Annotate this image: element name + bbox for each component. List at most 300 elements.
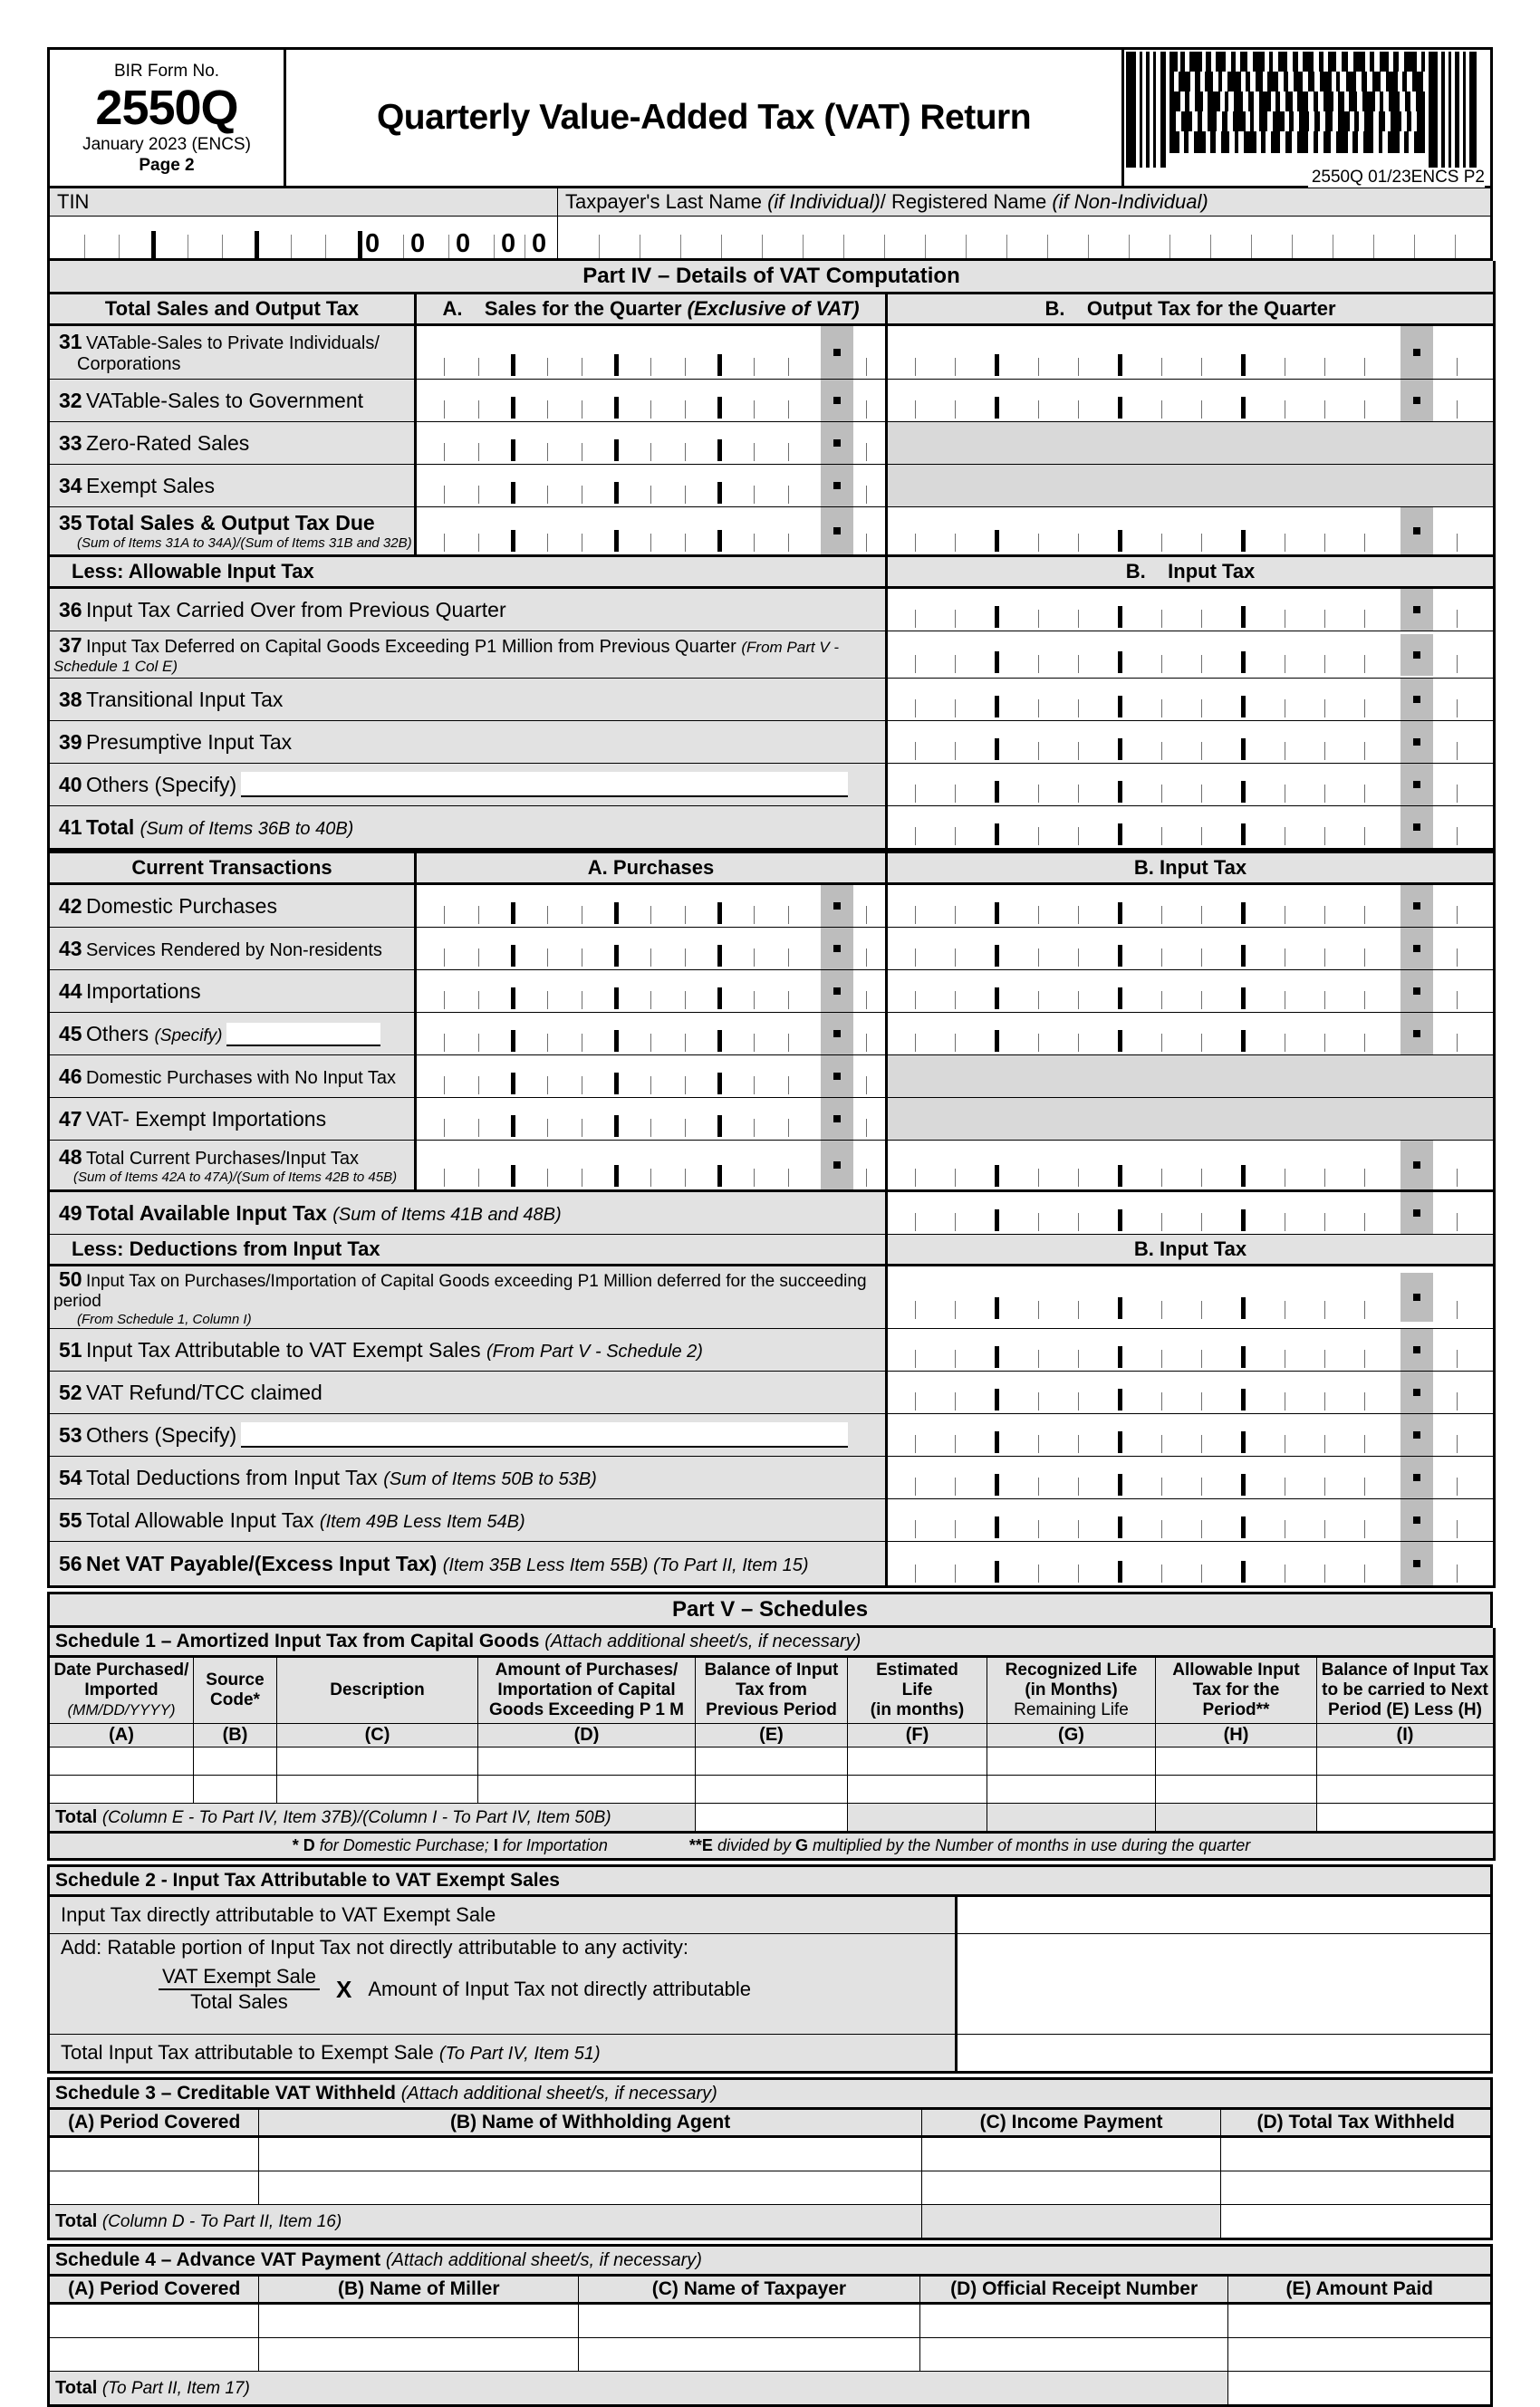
schedule2-value1-cell[interactable]: [956, 1896, 1491, 1934]
schedule1-r2-d[interactable]: [478, 1776, 696, 1804]
row54-label: [50, 1464, 885, 1492]
schedule1-total-e[interactable]: [696, 1804, 848, 1833]
row52-number: 52: [59, 1380, 82, 1404]
row31-number: 31: [59, 330, 82, 353]
row31-col-b-cell[interactable]: [887, 325, 1495, 380]
schedule1-r1-d[interactable]: [478, 1747, 696, 1776]
row50-text: Input Tax on Purchases/Importation of Capital Goods exceeding P1 Million deferred for the succeeding period: [53, 1272, 867, 1311]
row42-purchases-input[interactable]: [417, 885, 885, 927]
row46-text: Domestic Purchases with No Input Tax: [86, 1067, 397, 1088]
row40-input-tax-input[interactable]: [888, 764, 1493, 805]
table-row: [49, 507, 1495, 556]
col-a-text-italic: (Exclusive of VAT): [687, 297, 860, 320]
table-row: [49, 1934, 1492, 2035]
row44-col-a-cell[interactable]: [416, 970, 887, 1013]
part4-sales-group-header: [49, 294, 416, 325]
schedule3-r2-a[interactable]: [49, 2171, 259, 2205]
row40-label-cell: [49, 764, 887, 806]
row56-number: 56: [59, 1551, 82, 1575]
row32-text: VATable-Sales to Government: [86, 388, 364, 412]
row43-col-b-cell[interactable]: [887, 928, 1495, 970]
row45-specify-input[interactable]: [226, 1023, 380, 1046]
row33-col-a-cell[interactable]: [416, 422, 887, 465]
table-row: [49, 2137, 1492, 2171]
col-b-line2: Code*: [210, 1690, 260, 1709]
row48-col-b-cell[interactable]: [887, 1141, 1495, 1191]
taxpayer-name-comb-input[interactable]: [558, 217, 1490, 258]
row56-label: [50, 1550, 885, 1578]
current-col-b-label: B. Input Tax: [1133, 856, 1247, 879]
row40-number: 40: [59, 773, 82, 796]
row38-label: [50, 686, 885, 714]
form-header: [47, 47, 1493, 188]
row39-col-b-cell[interactable]: [887, 721, 1495, 764]
schedule3-col-d-header: (D) Total Tax Withheld: [1221, 2109, 1492, 2137]
schedule1-total-g: [987, 1804, 1156, 1833]
row37-note: (From Part V - Schedule 1 Col E): [53, 639, 840, 675]
row34-col-b-shaded: [887, 465, 1495, 507]
schedule4-total-text: Total: [55, 2377, 102, 2398]
current-group-label: Current Transactions: [131, 856, 332, 879]
row48-col-a-cell[interactable]: [416, 1141, 887, 1191]
schedule1-r2-g[interactable]: [987, 1776, 1156, 1804]
row37-input-tax-input[interactable]: [888, 634, 1493, 676]
schedule3-r1-b[interactable]: [259, 2137, 921, 2171]
table-row: [49, 970, 1495, 1013]
schedule1-heading: [50, 1628, 1493, 1655]
row42-label-cell: [49, 884, 416, 928]
row41-label: [50, 814, 885, 842]
schedule4-heading-cell: [49, 2246, 1492, 2276]
schedule4-r2-a[interactable]: [49, 2338, 259, 2372]
row40-label: [50, 770, 885, 799]
form-number-block: [49, 49, 285, 188]
row37-label: [50, 631, 885, 678]
identification-band: [47, 188, 1493, 261]
schedule1-letter-i: (I): [1317, 1724, 1495, 1747]
row55-label: [50, 1507, 885, 1535]
row38-input-tax-input[interactable]: [888, 679, 1493, 720]
schedule3-r1-a[interactable]: [49, 2137, 259, 2171]
schedule1-heading-cell: [49, 1628, 1495, 1657]
row36-label-cell: [49, 588, 887, 631]
part4-col-b-header: [887, 294, 1495, 325]
footnote-left-text: for Domestic Purchase;: [314, 1836, 494, 1854]
schedule1-col-a-header: [49, 1657, 194, 1724]
table-row: [49, 1013, 1495, 1055]
schedule1-r1-i[interactable]: [1317, 1747, 1495, 1776]
table-row: [49, 465, 1495, 507]
row43-label-cell: [49, 928, 416, 970]
row47-text: VAT- Exempt Importations: [86, 1106, 327, 1131]
row49-input-tax-input[interactable]: [888, 1192, 1493, 1234]
row55-text: Total Allowable Input Tax: [86, 1507, 320, 1532]
row49-col-b-cell[interactable]: [887, 1191, 1495, 1235]
row53-number: 53: [59, 1423, 82, 1447]
row31-text2: Corporations: [77, 354, 181, 374]
schedule3-col-b-header: (B) Name of Withholding Agent: [259, 2109, 921, 2137]
schedule1-col-e-header: [696, 1657, 848, 1724]
form-page-label: Page 2: [139, 156, 195, 175]
row33-text: Zero-Rated Sales: [86, 430, 250, 455]
col-a-line2: Imported: [84, 1680, 159, 1699]
row33-sales-input[interactable]: [417, 422, 885, 464]
schedule4-r1-b[interactable]: [259, 2304, 579, 2338]
row53-col-b-cell[interactable]: [887, 1414, 1495, 1457]
row56-note: (Item 35B Less Item 55B) (To Part II, Item 15): [442, 1555, 809, 1575]
row41-label-cell: [49, 806, 887, 850]
col-a-text: Sales for the Quarter: [484, 297, 688, 320]
row49-label-cell: [49, 1191, 887, 1235]
schedule4-r1-d[interactable]: [919, 2304, 1228, 2338]
row40-col-b-cell[interactable]: [887, 764, 1495, 806]
schedule4-r2-e[interactable]: [1228, 2338, 1492, 2372]
form-no-label: BIR Form No.: [113, 62, 220, 81]
row46-col-a-cell[interactable]: [416, 1055, 887, 1098]
row44-label: [50, 977, 414, 1006]
row41-input-tax-input[interactable]: [888, 806, 1493, 848]
row35-number: 35: [59, 511, 82, 534]
footnote-right-bold: **E: [688, 1836, 713, 1854]
row48-text: Total Current Purchases/Input Tax: [86, 1149, 359, 1169]
row36-text: Input Tax Carried Over from Previous Quarter: [86, 597, 506, 621]
row53-input-tax-input[interactable]: [888, 1414, 1493, 1456]
row53-label-cell: [49, 1414, 887, 1457]
schedule4-col-a-header: (A) Period Covered: [49, 2276, 259, 2304]
row51-label: [50, 1336, 885, 1364]
row46-col-b-shaded: [887, 1055, 1495, 1098]
schedule1-r1-h[interactable]: [1156, 1747, 1317, 1776]
col-i-line1: Balance of Input Tax: [1321, 1661, 1489, 1680]
allowable-col-b-letter: B.: [1125, 560, 1146, 582]
deductions-section-header: Less: Deductions from Input Tax: [72, 1237, 380, 1260]
schedule4-total-note: (To Part II, Item 17): [101, 2378, 250, 2398]
row32-output-tax-input[interactable]: [888, 380, 1493, 421]
part4-sales-group-label: Total Sales and Output Tax: [104, 297, 360, 320]
row50-input-tax-input[interactable]: [888, 1273, 1493, 1322]
form-revision: January 2023 (ENCS): [82, 135, 251, 154]
row42-col-b-cell[interactable]: [887, 884, 1495, 928]
schedule1-r1-e[interactable]: [696, 1747, 848, 1776]
row55-label-cell: [49, 1499, 887, 1542]
schedule1-footnote-cell: [49, 1833, 1495, 1860]
row43-text: Services Rendered by Non-residents: [86, 939, 382, 960]
row54-input-tax-input[interactable]: [888, 1457, 1493, 1498]
schedule1-total-label-cell: [49, 1804, 696, 1833]
row43-number: 43: [59, 936, 82, 960]
row53-specify-input[interactable]: [241, 1422, 848, 1448]
row44-input-tax-input[interactable]: [888, 970, 1493, 1012]
schedule1-r1-c[interactable]: [277, 1747, 478, 1776]
schedule4-col-d-header: (D) Official Receipt Number: [919, 2276, 1228, 2304]
row35-col-a-cell[interactable]: [416, 507, 887, 556]
row37-label-cell: [49, 631, 887, 679]
schedule1-total-h: [1156, 1804, 1317, 1833]
table-row: [49, 1191, 1495, 1235]
schedule3-r2-d[interactable]: [1221, 2171, 1492, 2205]
row44-text: Importations: [86, 978, 201, 1003]
schedule1-r1-b[interactable]: [194, 1747, 277, 1776]
row51-number: 51: [59, 1337, 82, 1362]
schedule4-col-c-header: (C) Name of Taxpayer: [579, 2276, 920, 2304]
row45-purchases-input[interactable]: [417, 1013, 885, 1054]
row31-text: VATable-Sales to Private Individuals/: [86, 333, 380, 353]
schedule3-heading-text: Schedule 3 – Creditable VAT Withheld: [55, 2083, 401, 2104]
row41-note: (Sum of Items 36B to 40B): [140, 818, 354, 839]
table-row: [49, 422, 1495, 465]
schedule1-r1-f[interactable]: [848, 1747, 987, 1776]
tin-comb-input[interactable]: 0 0 0 0 0: [50, 217, 557, 258]
part5-title-table: [47, 1592, 1493, 1628]
row32-sales-input[interactable]: [417, 380, 885, 421]
row45-col-a-cell[interactable]: [416, 1013, 887, 1055]
schedule1-col-c-header: [277, 1657, 478, 1724]
schedule2-times-symbol: X: [335, 1975, 352, 2003]
schedule2-heading: Schedule 2 - Input Tax Attributable to VAT Exempt Sales: [55, 1870, 560, 1891]
row44-number: 44: [59, 978, 82, 1003]
schedule1-total-i[interactable]: [1317, 1804, 1495, 1833]
schedule3-r1-c[interactable]: [921, 2137, 1221, 2171]
row35-col-b-cell[interactable]: [887, 507, 1495, 556]
schedule3-total-note: (Column D - To Part II, Item 16): [101, 2211, 342, 2231]
row55-input-tax-input[interactable]: [888, 1499, 1493, 1541]
col-g-line1: Recognized Life: [1005, 1661, 1138, 1680]
row36-input-tax-input[interactable]: [888, 589, 1493, 631]
row34-text: Exempt Sales: [86, 473, 215, 497]
row54-col-b-cell[interactable]: [887, 1457, 1495, 1499]
row32-col-b-cell[interactable]: [887, 380, 1495, 422]
schedule1-total-note: (Column E - To Part IV, Item 37B)/(Column I - To Part IV, Item 50B): [101, 1807, 611, 1827]
col-i-line2: to be carried to Next: [1322, 1680, 1488, 1699]
taxpayer-name-input-cell[interactable]: [558, 217, 1492, 260]
table-row: [49, 721, 1495, 764]
schedule1-col-h-header: [1156, 1657, 1317, 1724]
schedule3-r2-c[interactable]: [921, 2171, 1221, 2205]
row44-purchases-input[interactable]: [417, 970, 885, 1012]
schedule2-value2-cell[interactable]: [956, 1934, 1491, 2035]
col-a-letter: A.: [442, 297, 463, 320]
name-label-italic1: (if Individual): [767, 190, 881, 213]
row39-input-tax-input[interactable]: [888, 721, 1493, 763]
row31-output-tax-input[interactable]: [888, 326, 1493, 379]
col-d-line2: Importation of Capital: [497, 1680, 676, 1699]
row52-col-b-cell[interactable]: [887, 1372, 1495, 1414]
row48-label: [50, 1144, 414, 1186]
row45-col-b-cell[interactable]: [887, 1013, 1495, 1055]
row48-label-cell: [49, 1141, 416, 1191]
row51-input-tax-input[interactable]: [888, 1329, 1493, 1371]
row56-col-b-cell[interactable]: [887, 1542, 1495, 1587]
schedule4-r2-d[interactable]: [919, 2338, 1228, 2372]
row40-specify-input[interactable]: [241, 772, 848, 797]
row42-input-tax-input[interactable]: [888, 885, 1493, 927]
row45-number: 45: [59, 1021, 82, 1045]
row47-purchases-input[interactable]: [417, 1098, 885, 1140]
schedule4-r2-c[interactable]: [579, 2338, 920, 2372]
schedule1-col-i-header: [1317, 1657, 1495, 1724]
schedule4-r1-c[interactable]: [579, 2304, 920, 2338]
row39-label: [50, 728, 885, 756]
schedule4-total-label-cell: [49, 2372, 1228, 2406]
col-h-line2: Tax for the: [1192, 1680, 1280, 1699]
row32-col-a-cell[interactable]: [416, 380, 887, 422]
row39-label-cell: [49, 721, 887, 764]
row50-label-cell: [49, 1266, 887, 1329]
row31-label-cell: [49, 325, 416, 380]
row50-col-b-cell[interactable]: [887, 1266, 1495, 1329]
col-c-line1: Description: [330, 1680, 425, 1699]
row38-label-cell: [49, 679, 887, 721]
row36-col-b-cell[interactable]: [887, 588, 1495, 631]
row41-text: Total: [86, 814, 140, 839]
footnote-left-bold2: I: [493, 1836, 498, 1854]
row32-number: 32: [59, 388, 82, 412]
table-row: [49, 380, 1495, 422]
schedule2-line1: Input Tax directly attributable to VAT Exempt Sale: [61, 1903, 496, 1926]
row36-number: 36: [59, 597, 82, 621]
schedule1-r1-g[interactable]: [987, 1747, 1156, 1776]
col-e-line2: Tax from: [736, 1680, 807, 1699]
schedule1-r2-f[interactable]: [848, 1776, 987, 1804]
name-label-part1: Taxpayer's Last Name: [565, 190, 768, 213]
schedule1-r2-e[interactable]: [696, 1776, 848, 1804]
col-f-line2: Life: [901, 1680, 933, 1699]
row49-label: [50, 1199, 885, 1228]
part4-col-a-label: [417, 294, 885, 323]
schedule3-heading: [50, 2080, 1490, 2107]
table-row: [49, 1896, 1492, 1934]
schedule1-letter-e: (E): [696, 1724, 848, 1747]
table-row: [49, 1542, 1495, 1587]
schedule1-r2-b[interactable]: [194, 1776, 277, 1804]
row46-label-cell: [49, 1055, 416, 1098]
row42-label: [50, 892, 414, 920]
schedule1-r1-a[interactable]: [49, 1747, 194, 1776]
col-b-line1: Source: [206, 1670, 265, 1690]
barcode-label: 2550Q 01/23ENCS P2: [1308, 168, 1485, 188]
row42-col-a-cell[interactable]: [416, 884, 887, 928]
schedule2-value3-cell[interactable]: [956, 2035, 1491, 2073]
row34-col-a-cell[interactable]: [416, 465, 887, 507]
deductions-col-b-label: B. Input Tax: [1133, 1237, 1247, 1260]
row37-col-b-cell[interactable]: [887, 631, 1495, 679]
row56-label-cell: [49, 1542, 887, 1587]
row51-col-b-cell[interactable]: [887, 1329, 1495, 1372]
row45-input-tax-input[interactable]: [888, 1013, 1493, 1054]
table-row: [49, 1141, 1495, 1191]
schedule4-r2-b[interactable]: [259, 2338, 579, 2372]
schedule1-col-b-header: [194, 1657, 277, 1724]
row47-number: 47: [59, 1106, 82, 1131]
row53-text: Others (Specify): [86, 1423, 237, 1447]
row33-col-b-shaded: [887, 422, 1495, 465]
schedule1-r2-a[interactable]: [49, 1776, 194, 1804]
table-row: [49, 1414, 1495, 1457]
part4-col-b-label: [888, 294, 1493, 323]
schedule1-r2-i[interactable]: [1317, 1776, 1495, 1804]
schedule3-total-d[interactable]: [1221, 2205, 1492, 2239]
row41-col-b-cell[interactable]: [887, 806, 1495, 850]
row42-text: Domestic Purchases: [86, 893, 277, 918]
row34-sales-input[interactable]: [417, 465, 885, 506]
schedule2-table: [47, 1864, 1493, 2074]
schedule4-heading: [50, 2247, 1490, 2274]
row48-purchases-input[interactable]: [417, 1141, 885, 1189]
part4-title: Part IV – Details of VAT Computation: [582, 264, 960, 288]
table-row: [49, 2035, 1492, 2073]
schedule3-heading-cell: [49, 2079, 1492, 2109]
schedule2-line3-text: Total Input Tax attributable to Exempt Sale: [61, 2041, 439, 2064]
tin-input-cell[interactable]: [49, 217, 558, 260]
row47-col-a-cell[interactable]: [416, 1098, 887, 1141]
col-f-line1: Estimated: [876, 1661, 958, 1680]
row48-input-tax-input[interactable]: [888, 1141, 1493, 1189]
row52-input-tax-input[interactable]: [888, 1372, 1493, 1413]
row45-label-cell: [49, 1013, 416, 1055]
schedule4-r1-a[interactable]: [49, 2304, 259, 2338]
schedule4-heading-note: (Attach additional sheet/s, if necessary): [385, 2250, 702, 2270]
current-group-header: [49, 852, 416, 884]
row31-sales-input[interactable]: [417, 326, 885, 379]
row46-purchases-input[interactable]: [417, 1055, 885, 1097]
schedule1-footnotes: [50, 1834, 1493, 1858]
tin-label-cell: [49, 188, 558, 217]
table-row: [49, 1747, 1495, 1776]
schedule2-fraction-numerator: VAT Exempt Sale: [159, 1965, 320, 1990]
schedule3-r1-d[interactable]: [1221, 2137, 1492, 2171]
schedule1-r2-c[interactable]: [277, 1776, 478, 1804]
schedule1-col-d-header: [478, 1657, 696, 1724]
schedule1-r2-h[interactable]: [1156, 1776, 1317, 1804]
row38-col-b-cell[interactable]: [887, 679, 1495, 721]
current-transactions-table: [47, 851, 1496, 1588]
col-f-line3: (in months): [870, 1700, 965, 1719]
col-b-text: Output Tax for the Quarter: [1086, 297, 1336, 320]
page-title: Quarterly Value-Added Tax (VAT) Return: [376, 98, 1032, 137]
footnote-left-text2: for Importation: [497, 1836, 608, 1854]
table-row: [49, 928, 1495, 970]
row55-col-b-cell[interactable]: [887, 1499, 1495, 1542]
row49-text: Total Available Input Tax: [86, 1200, 333, 1225]
row31-col-a-cell[interactable]: [416, 325, 887, 380]
row44-col-b-cell[interactable]: [887, 970, 1495, 1013]
row39-text: Presumptive Input Tax: [86, 729, 293, 754]
row43-col-a-cell[interactable]: [416, 928, 887, 970]
row35-sales-input[interactable]: [417, 507, 885, 554]
row43-input-tax-input[interactable]: [888, 928, 1493, 969]
row54-text: Total Deductions from Input Tax: [86, 1465, 384, 1489]
schedule1-heading-text: Schedule 1 – Amortized Input Tax from Capital Goods: [55, 1631, 545, 1651]
table-row: [49, 1098, 1495, 1141]
row50-label: [50, 1266, 885, 1328]
col-d-line3: Goods Exceeding P 1 M: [488, 1700, 685, 1719]
schedule3-r2-b[interactable]: [259, 2171, 921, 2205]
allowable-col-b-label: [888, 557, 1493, 586]
col-e-line3: Previous Period: [706, 1700, 837, 1719]
row56-net-vat-input[interactable]: [888, 1542, 1493, 1585]
schedule3-total-label: [50, 2209, 921, 2235]
row35-text: Total Sales & Output Tax Due: [86, 511, 375, 534]
table-row: [49, 1055, 1495, 1098]
schedule4-r1-e[interactable]: [1228, 2304, 1492, 2338]
schedule4-total-e[interactable]: [1228, 2372, 1492, 2406]
row47-label: [50, 1105, 414, 1133]
schedule3-total-c: [921, 2205, 1221, 2239]
tin-label: TIN: [57, 190, 90, 213]
row35-output-tax-input[interactable]: [888, 507, 1493, 554]
row33-label-cell: [49, 422, 416, 465]
row43-purchases-input[interactable]: [417, 928, 885, 969]
